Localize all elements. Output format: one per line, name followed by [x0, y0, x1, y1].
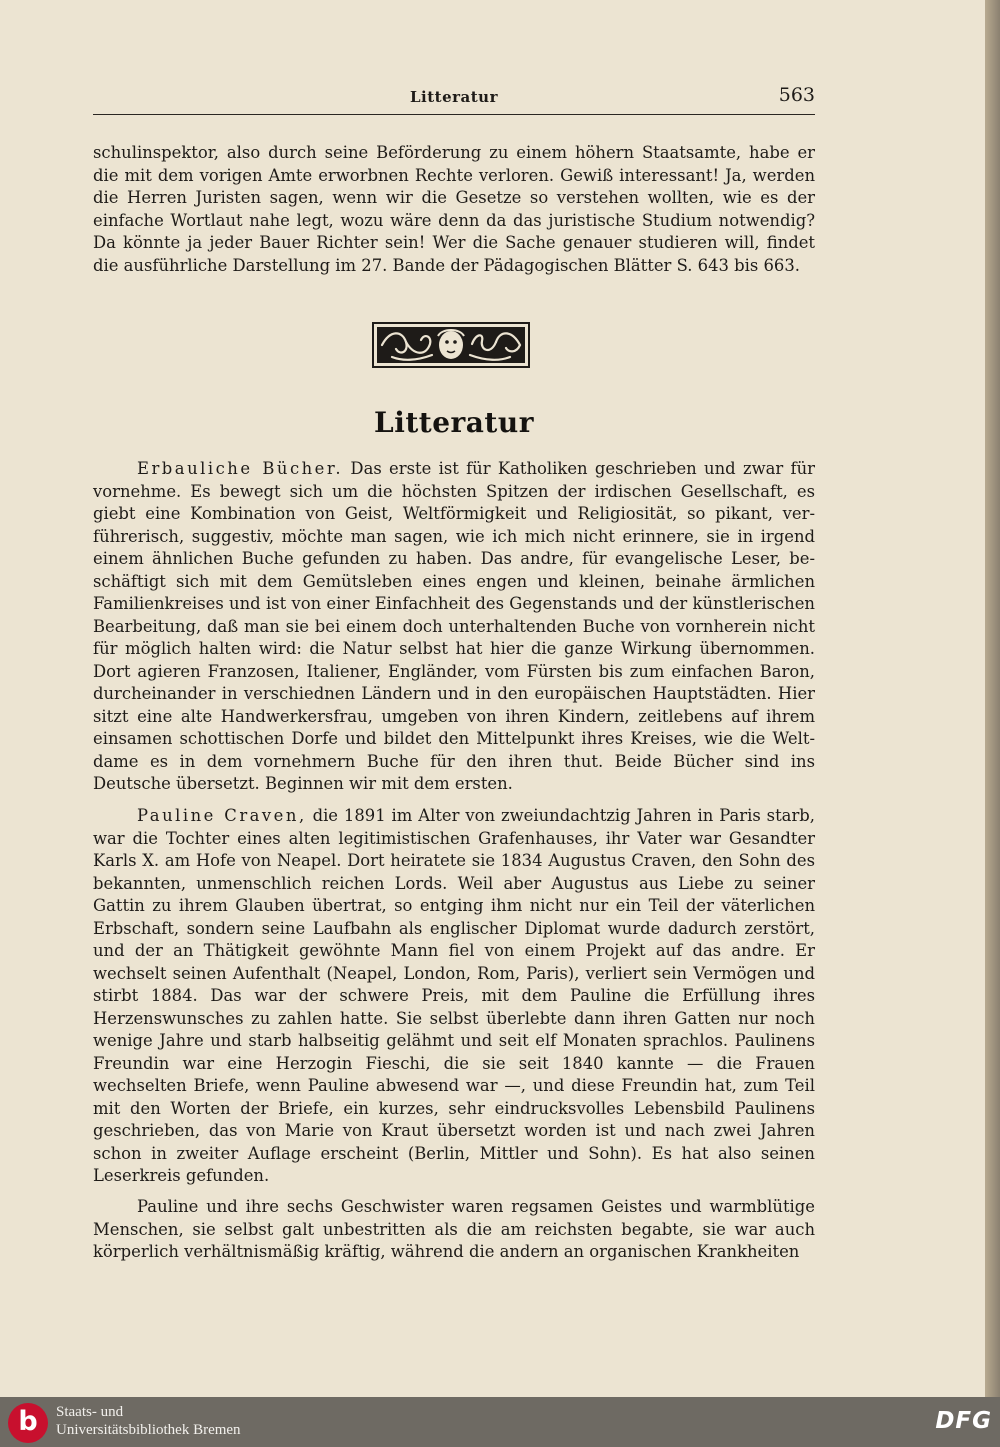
- paragraph-pauline-geschwister: Pauline und ihre sechs Geschwister waren regsamen Geistes und warmblütige Menschen, sie selbst galt unbestritten als die am reichsten begabte, sie war auch körperlich verhältnismäßig kräftig, während die andern an organischen Krankheiten: [93, 1197, 815, 1261]
- page-number: 563: [778, 84, 815, 106]
- library-name-line1: Staats- und: [56, 1404, 124, 1420]
- paragraph-body: Das erste ist für Katholiken geschrieben und zwar für vornehme. Es bewegt sich um die höchsten Spitzen der irdischen Gesellschaft, es giebt eine Kombination von Geist, Weltförmigkeit und Religiosität, so pikant, verführerisch, suggestiv, möchte man sagen, wie ich mich nicht erinnere, sie in irgend einem ähnlichen Buche gefunden zu haben. Das andre, für evangelische Leser, beschäftigt sich mit dem Gemütsleben eines engen und kleinen, beinahe ärmlichen Familienkreises und ist von einer Einfachheit des Gegenstands und der künstlerischen Bearbeitung, daß man sie bei einem doch unterhaltenden Buche von vornherein nicht für möglich halten wird: die Natur selbst hat hier die ganze Wirkung übernommen. Dort agieren Franzosen, Italiener, Engländer, vom Fürsten bis zum einfachen Baron, durcheinander in verschiednen Ländern und in den europäischen Hauptstädten. Hier sitzt eine alte Handwerkersfrau, umgeben von ihren Kindern, zeitlebens auf ihrem einsamen schottischen Dorfe und bildet den Mittelpunkt ihres Kreises, wie die Weltdame es in dem vornehmern Buche für den ihren thut. Beide Bücher sind ins Deutsche übersetzt. Beginnen wir mit dem ersten.: [93, 459, 815, 793]
- paragraph-pauline-craven: [93, 805, 815, 1188]
- running-head: [93, 84, 815, 115]
- ornament-vignette-icon: [372, 322, 530, 368]
- paragraph-body: die 1891 im Alter von zweiundachtzig Jahren in Paris starb, war die Tochter eines alten legitimistischen Grafenhauses, ihr Vater war Gesandter Karls X. am Hofe von Neapel. Dort heiratete sie 1834 Augustus Craven, den Sohn des bekannten, unmenschlich reichen Lords. Weil aber Augustus aus Liebe zu seiner Gattin zu ihrem Glauben übertrat, so entging ihm nicht nur ein Teil der väterlichen Erbschaft, sondern seine Laufbahn als englischer Diplomat wurde dadurch zerstört, und der an Thätigkeit gewöhnte Mann fiel von einem Projekt auf das andre. Er wechselt seinen Aufenthalt (Neapel, London, Rom, Paris), verliert sein Vermögen und stirbt 1884. Das war der schwere Preis, mit dem Pauline die Erfüllung ihres Herzenswunsches zu zahlen hatte. Sie selbst überlebte dann ihren Gatten nur noch wenige Jahre und starb halbseitig gelähmt und seit elf Monaten sprachlos. Paulinens Freundin war eine Herzogin Fieschi, die sie seit 1840 kannte — die Frauen wechselten Briefe, wenn Pauline abwesend war —, und diese Freundin hat, zum Teil mit den Worten der Briefe, ein kurzes, sehr eindrucksvolles Lebensbild Paulinens geschrieben, das von Marie von Kraut übersetzt worden ist und nach zwei Jahren schon in zweiter Auflage erscheint (Berlin, Mittler und Sohn). Es hat also seinen Leserkreis gefunden.: [93, 806, 815, 1185]
- running-head-title: Litteratur: [409, 88, 498, 106]
- library-logo-icon: b: [8, 1403, 48, 1443]
- library-name-line2: Universitätsbibliothek Bremen: [56, 1422, 241, 1438]
- continuation-paragraph: schulinspektor, also durch seine Beförderung zu einem höhern Staatsamte, habe er die mit dem vorigen Amte erworbnen Rechte verloren. Gewiß interessant! Ja, werden die Herren Juristen sagen, wenn wir die Gesetze so verstehen wollten, wie es der einfache Wortlaut nahe legt, wozu wäre denn da das juristische Studium notwendig? Da könnte ja jeder Bauer Richter sein! Wer die Sache genauer studieren will, findet die ausführliche Darstellung im 27. Bande der Pädagogischen Blätter S. 643 bis 663.: [93, 143, 815, 275]
- paragraph-erbauliche-buecher: [93, 458, 815, 796]
- section-title: Litteratur: [374, 406, 534, 439]
- paragraph-lead: Pauline Craven,: [137, 806, 307, 825]
- dfg-logo: DFG: [935, 1408, 992, 1434]
- paragraph-lead: Erbauliche Bücher.: [137, 459, 344, 478]
- library-name: [56, 1403, 241, 1439]
- page-edge: [985, 0, 1000, 1397]
